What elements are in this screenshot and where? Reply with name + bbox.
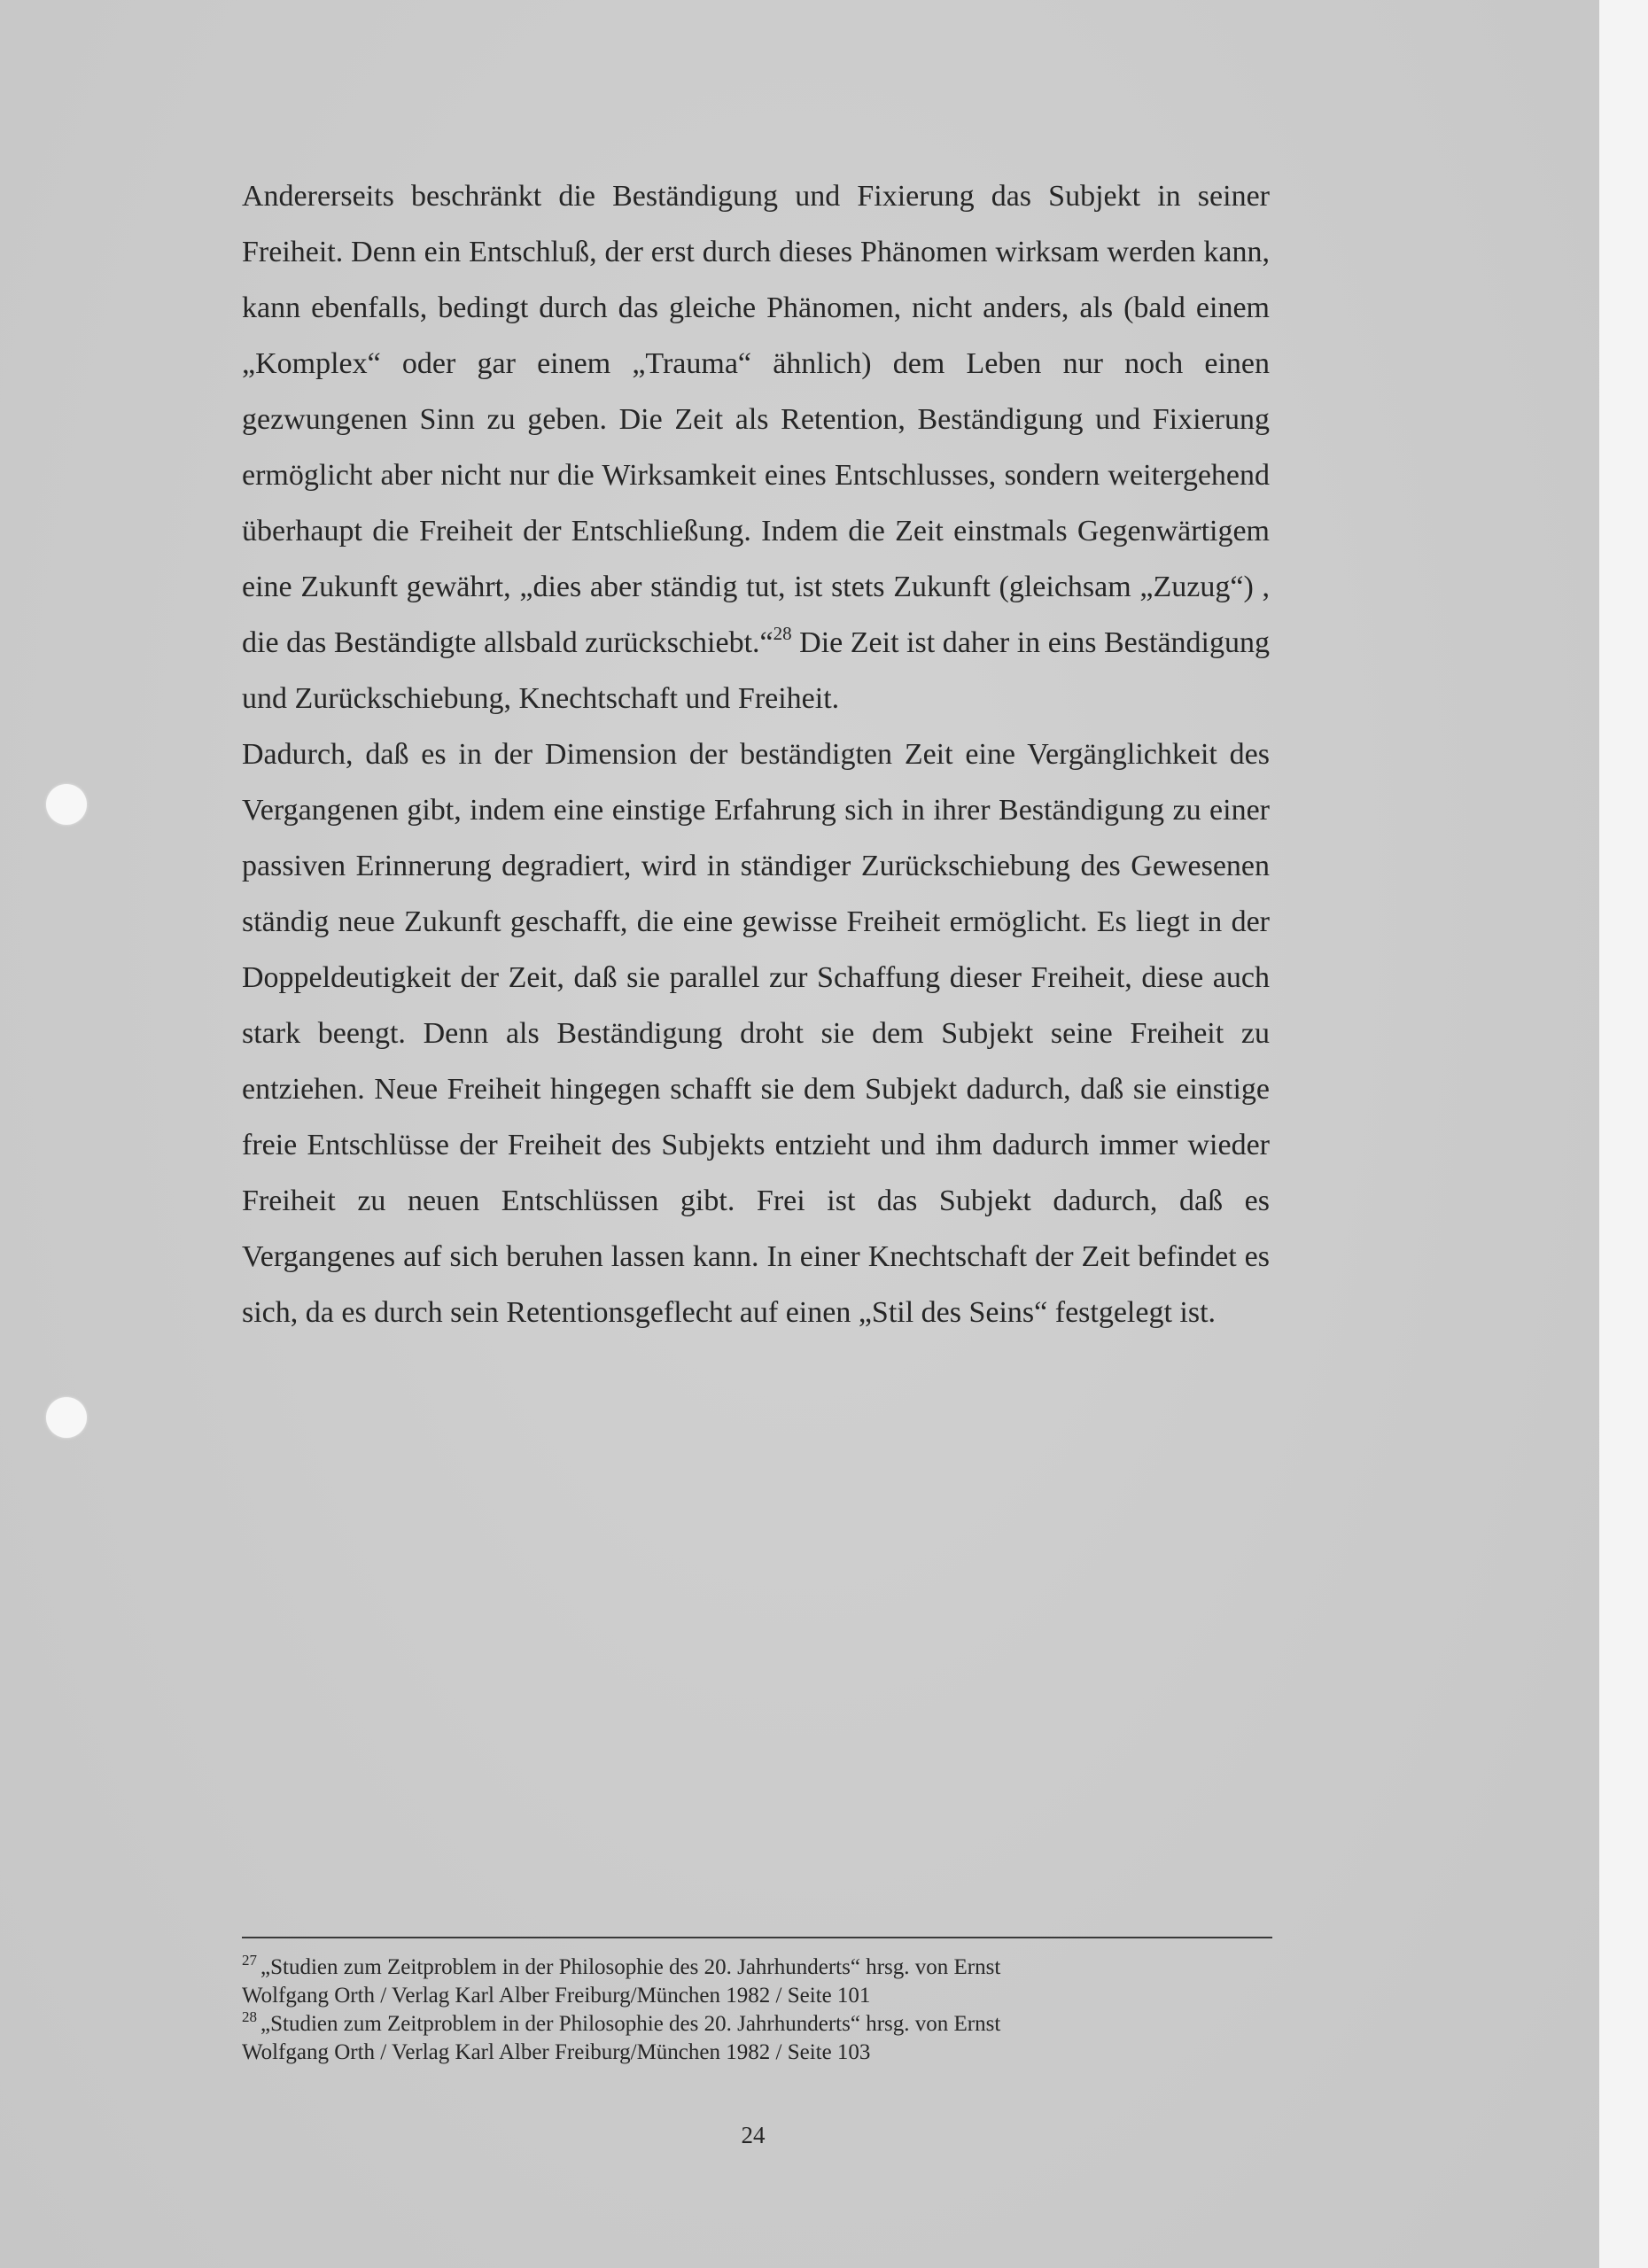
punch-hole <box>46 784 87 825</box>
scan-margin <box>1599 0 1648 2268</box>
footnote-text: Wolfgang Orth / Verlag Karl Alber Freiburg/München 1982 / Seite 103 <box>242 2040 871 2064</box>
footnote-text: Wolfgang Orth / Verlag Karl Alber Freiburg/München 1982 / Seite 101 <box>242 1984 871 2008</box>
footnote-27 <box>242 1953 1270 2010</box>
paragraph-1 <box>242 168 1270 726</box>
paragraph-2: Dadurch, daß es in der Dimension der beständigten Zeit eine Vergänglichkeit des Vergangenen gibt, indem eine einstige Erfahrung sich in ihrer Beständigung zu einer passiven Erinnerung degradiert, wird in ständiger Zurückschiebung des Gewesenen ständig neue Zukunft geschafft, die eine gewisse Freiheit ermöglicht. Es liegt in der Doppeldeutigkeit der Zeit, daß sie parallel zur Schaffung dieser Freiheit, diese auch stark beengt. Denn als Beständigung droht sie dem Subjekt seine Freiheit zu entziehen. Neue Freiheit hingegen schafft sie dem Subjekt dadurch, daß sie einstige freie Entschlüsse der Freiheit des Subjekts entzieht und ihm dadurch immer wieder Freiheit zu neuen Entschlüssen gibt. Frei ist das Subjekt dadurch, daß es Vergangenes auf sich beruhen lassen kann. In einer Knechtschaft der Zeit befindet es sich, da es durch sein Retentionsgeflecht auf einen „Stil des Seins“ festgelegt ist. <box>242 738 1270 1329</box>
footnote-28 <box>242 2010 1270 2067</box>
footnote-number: 27 <box>242 1952 257 1969</box>
footnote-reference: 28 <box>773 623 792 644</box>
footnote-text: „Studien zum Zeitproblem in der Philosophie des 20. Jahrhunderts“ hrsg. von Ernst <box>260 1955 1001 1979</box>
paragraph-1-continuation: Die Zeit ist daher in eins Beständigung und Zurückschiebung, Knechtschaft und Freiheit. <box>242 626 1270 715</box>
page-number: 24 <box>741 2122 766 2148</box>
footnotes <box>242 1953 1270 2067</box>
footnote-number: 28 <box>242 2008 257 2025</box>
paragraph-1-text: Andererseits beschränkt die Beständigung und Fixierung das Subjekt in seiner Freiheit. Denn ein Entschluß, der erst durch dieses Phänomen wirksam werden kann, kann ebenfalls, bedingt durch das gleiche Phänomen, nicht anders, als (bald einem „Komplex“ oder gar einem „Trauma“ ähnlich) dem Leben nur noch einen gezwungenen Sinn zu geben. Die Zeit als Retention, Beständigung und Fixierung ermöglicht aber nicht nur die Wirksamkeit eines Entschlusses, sondern weitergehend überhaupt die Freiheit der Entschließung. Indem die Zeit einstmals Gegenwärtigem eine Zukunft gewährt, „dies aber ständig tut, ist stets Zukunft (gleichsam „Zuzug“) , die das Beständigte allsbald zurückschiebt.“ <box>242 180 1270 659</box>
body-text <box>242 168 1270 1340</box>
punch-hole <box>46 1397 87 1438</box>
footnote-text: „Studien zum Zeitproblem in der Philosophie des 20. Jahrhunderts“ hrsg. von Ernst <box>260 2012 1001 2036</box>
footnote-divider <box>242 1937 1272 1938</box>
